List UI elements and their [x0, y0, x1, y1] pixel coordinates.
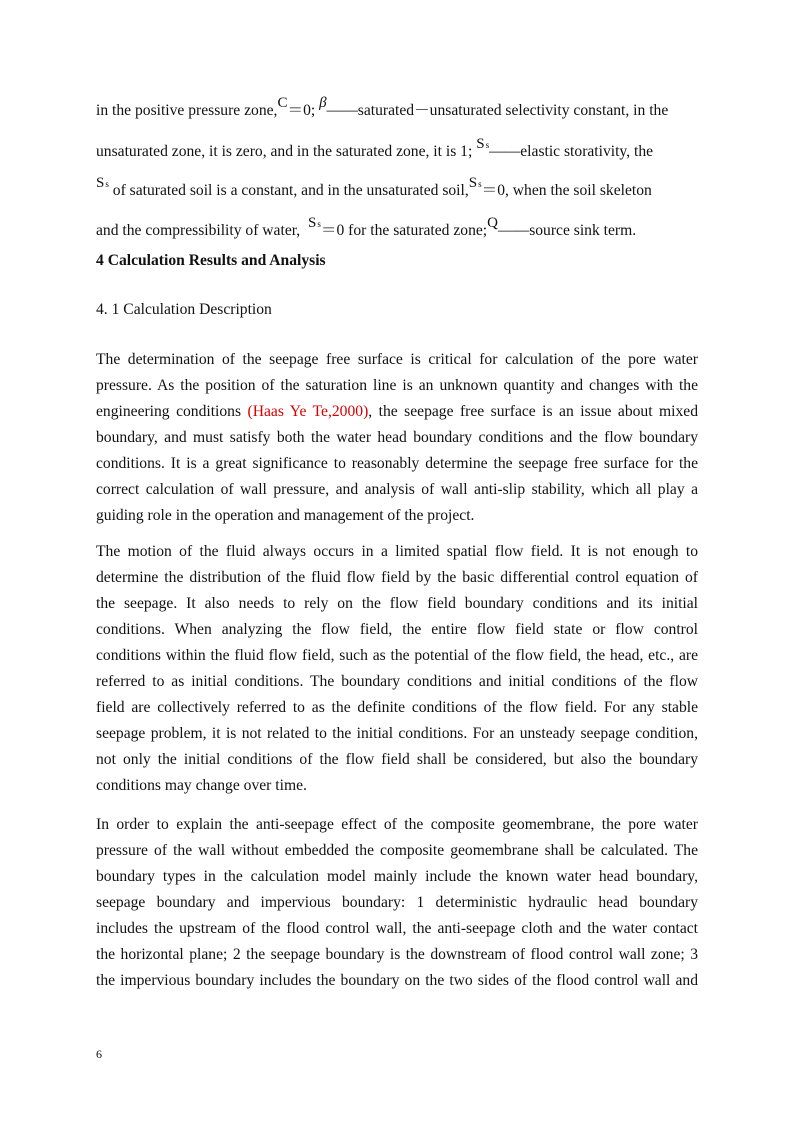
citation: (Haas Ye Te,2000) [247, 403, 369, 420]
paragraph-1-line: conditions. It is a great significance to reasonably determine the seepage free surface for the [96, 455, 698, 472]
paragraph-2-line: conditions may change over time. [96, 777, 307, 794]
paragraph-1-line: pressure. As the position of the saturation line is an unknown quantity and changes with the [96, 377, 698, 394]
paragraph-3-line: the horizontal plane; 2 the seepage boundary is the downstream of flood control wall zone; 3 [96, 946, 698, 963]
symbol-q: Q [487, 215, 498, 231]
paragraph-1-line: boundary, and must satisfy both the water head boundary conditions and the flow boundary [96, 429, 698, 446]
symbol-s-letter: S [468, 175, 478, 191]
paragraph-1-line: The determination of the seepage free surface is critical for calculation of the pore water [96, 351, 698, 368]
definition-line-4 [96, 215, 698, 242]
paragraph-3-line: boundary types in the calculation model mainly include the known water head boundary, [96, 868, 698, 885]
paragraph-2-line: the seepage. It also needs to rely on the flow field boundary conditions and its initial [96, 595, 698, 612]
paragraph-2-line: seepage problem, it is not related to the initial conditions. For an unsteady seepage condition, [96, 725, 698, 742]
paragraph-2-line: referred to as initial conditions. The boundary conditions and initial conditions of the flow [96, 673, 698, 690]
paragraph-1-line [96, 402, 698, 422]
paragraph-3-line: In order to explain the anti-seepage effect of the composite geomembrane, the pore water [96, 816, 698, 833]
text-fragment: ＝0 for the saturated zone; [320, 222, 488, 239]
symbol-s-subscript: s [485, 140, 490, 150]
symbol-c: C [277, 95, 288, 111]
symbol-s-letter: S [476, 136, 485, 152]
symbol-ss [469, 175, 482, 191]
text-fragment: and the compressibility of water, [96, 222, 301, 239]
paragraph-2-line: field are collectively referred to as the definite conditions of the flow field. For any stable [96, 699, 698, 716]
symbol-s-subscript: s [317, 219, 321, 229]
symbol-ss [308, 215, 321, 231]
section-heading: 4 Calculation Results and Analysis [96, 252, 326, 269]
paragraph-3-line: seepage boundary and impervious boundary: 1 deterministic hydraulic head boundary [96, 894, 698, 911]
text-fragment: ——source sink term. [498, 222, 637, 239]
paragraph-1-line: correct calculation of wall pressure, and analysis of wall anti-slip stability, which all play a [96, 481, 698, 498]
paragraph-2-line: not only the initial conditions of the flow field shall be considered, but also the boundary [96, 751, 698, 768]
paragraph-2-line: determine the distribution of the fluid flow field by the basic differential control equation of [96, 569, 698, 586]
paragraph-2-line: conditions within the fluid flow field, such as the potential of the flow field, the head, etc., are [96, 647, 698, 664]
symbol-s-letter: S [308, 215, 317, 231]
symbol-s-subscript: s [105, 179, 109, 189]
text-fragment: of saturated soil is a constant, and in the unsaturated soil, [112, 182, 469, 199]
text-fragment: unsaturated zone, it is zero, and in the saturated zone, it is 1; [96, 143, 473, 160]
paragraph-3-line: includes the upstream of the flood control wall, the anti-seepage cloth and the water contact [96, 920, 698, 937]
symbol-ss [96, 175, 109, 191]
text-fragment: in the positive pressure zone, [96, 102, 278, 119]
subsection-heading: 4. 1 Calculation Description [96, 301, 272, 318]
text-fragment: ＝0; [287, 102, 316, 119]
symbol-ss [476, 136, 489, 152]
symbol-s-subscript: s [478, 179, 482, 189]
text-fragment: , the seepage free surface is an issue about mixed [368, 403, 698, 420]
page-number: 6 [96, 1047, 102, 1061]
definition-line-1 [96, 95, 698, 121]
symbol-s-letter: S [96, 175, 105, 191]
paragraph-1-line: guiding role in the operation and management of the project. [96, 507, 475, 524]
paragraph-3-line: pressure of the wall without embedded the composite geomembrane shall be calculated. The [96, 842, 698, 859]
paragraph-2-line: The motion of the fluid always occurs in a limited spatial flow field. It is not enough to [96, 543, 698, 560]
symbol-beta: β [319, 95, 327, 111]
text-fragment: engineering conditions [96, 403, 242, 420]
paragraph-2-line: conditions. When analyzing the flow field, the entire flow field state or flow control [96, 621, 698, 638]
definition-line-2 [96, 136, 698, 163]
text-fragment: ——elastic storativity, the [489, 143, 654, 160]
definition-line-3 [96, 175, 698, 202]
paragraph-3-line: the impervious boundary includes the boundary on the two sides of the flood control wall and [96, 972, 698, 989]
text-fragment: ——saturated－unsaturated selectivity constant, in the [326, 102, 669, 119]
text-fragment: ＝0, when the soil skeleton [481, 182, 652, 199]
